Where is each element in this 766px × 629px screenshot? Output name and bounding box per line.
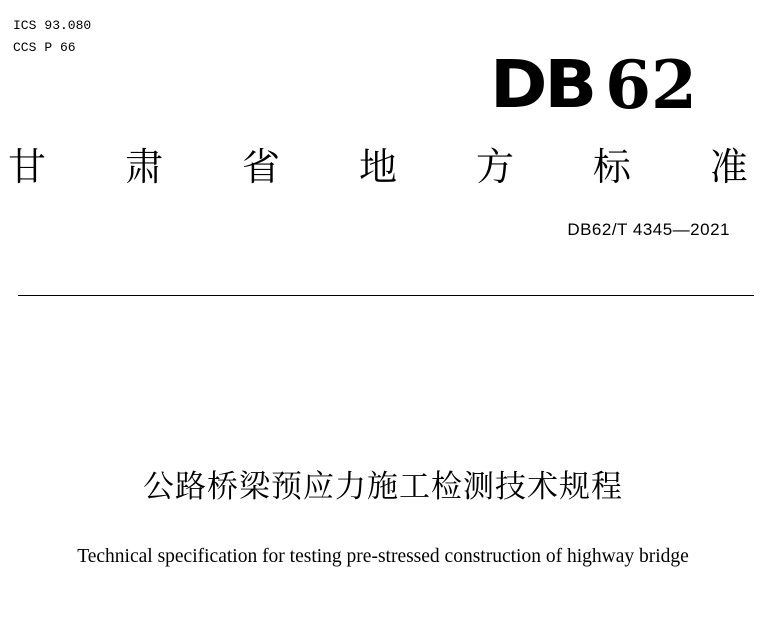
ccs-line [13,37,91,59]
db-logo-letters: DB [490,46,595,123]
header-divider [18,295,754,296]
classification-codes [13,15,91,59]
standard-type-char: 省 [241,145,280,189]
standard-type-char: 方 [475,145,514,189]
standard-type-char: 地 [358,145,397,189]
standard-code: DB62/T 4345—2021 [567,220,730,239]
standard-type-char: 甘 [8,145,47,189]
standard-type-char: 肃 [124,145,163,189]
ics-label: ICS [13,18,37,33]
standard-type-title [8,145,748,189]
document-title-english: Technical specification for testing pre-stressed construction of highway bridge [77,546,689,567]
ics-value: 93.080 [44,18,92,33]
ics-line [13,15,91,37]
ccs-label: CCS [13,40,37,55]
db-logo-number: 62 [605,46,697,124]
document-title-chinese: 公路桥梁预应力施工检测技术规程 [143,469,623,505]
ccs-value: P 66 [44,40,76,55]
db-logo [490,46,697,124]
standard-type-char: 标 [592,145,631,189]
standard-type-char: 准 [709,145,748,189]
